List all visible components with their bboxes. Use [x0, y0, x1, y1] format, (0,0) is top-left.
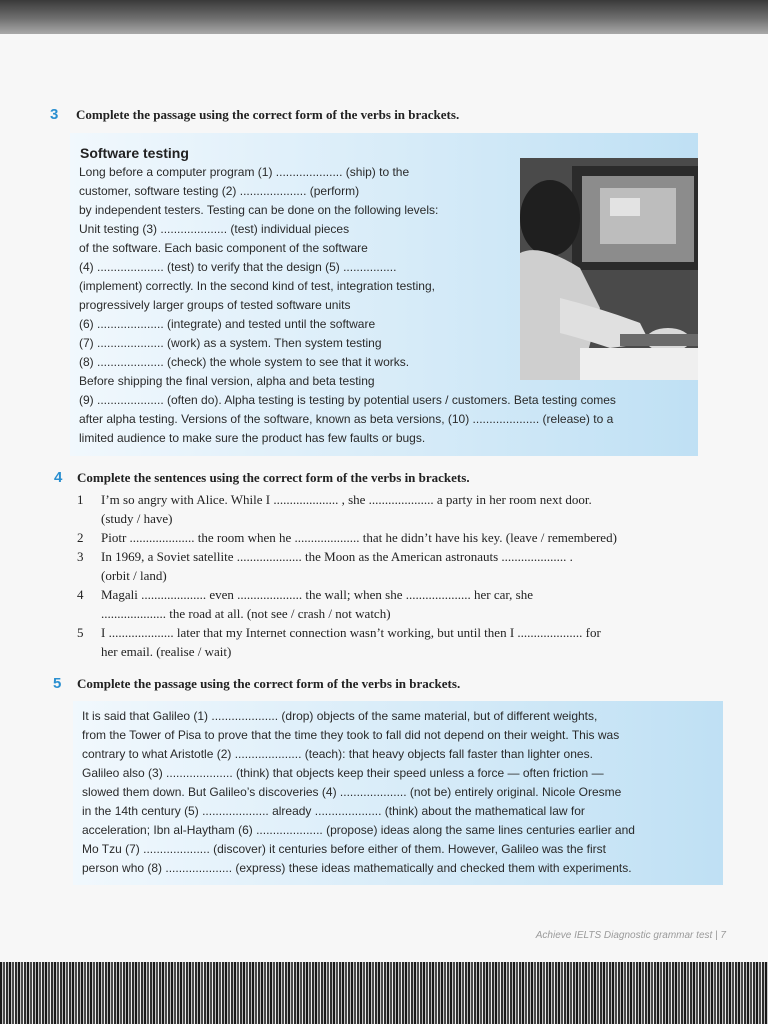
- passage-line: Mo Tzu (7) .................... (discover) it centuries before either of them. However, Galileo was the first: [82, 842, 606, 856]
- section-3-instruction: Complete the passage using the correct form of the verbs in brackets.: [76, 107, 460, 122]
- passage-title: Software testing: [80, 145, 189, 161]
- sentence-number: 1: [77, 492, 84, 507]
- passage-line: contrary to what Aristotle (2) .................... (teach): that heavy objects fall faster than lighter ones.: [82, 747, 593, 761]
- sentence-number: 4: [77, 587, 84, 602]
- passage-line: Before shipping the final version, alpha and beta testing: [79, 374, 375, 388]
- section-4-instruction: Complete the sentences using the correct form of the verbs in brackets.: [77, 470, 470, 485]
- sentence-number: 3: [77, 549, 84, 564]
- sentence-line: I’m so angry with Alice. While I .................... , she .................... a party in her room next door.: [101, 492, 592, 507]
- passage-line: Long before a computer program (1) .................... (ship) to the: [79, 165, 410, 179]
- sentence-line: her email. (realise / wait): [101, 644, 232, 659]
- passage-line: (implement) correctly. In the second kind of test, integration testing,: [79, 279, 435, 293]
- passage-line: acceleration; Ibn al-Haytham (6) .................... (propose) ideas along the same lines centuries earlier and: [82, 823, 635, 837]
- passage-line: slowed them down. But Galileo’s discoveries (4) .................... (not be) entirely original. Nicole Oresme: [82, 785, 622, 799]
- passage-line: (8) .................... (check) the whole system to see that it works.: [79, 355, 410, 369]
- passage-line: limited audience to make sure the product has few faults or bugs.: [79, 431, 426, 445]
- sentence-line: I .................... later that my Internet connection wasn’t working, but until then I .................... for: [101, 625, 601, 640]
- scan-top-edge: [0, 0, 768, 34]
- passage-line: from the Tower of Pisa to prove that the time they took to fall did not depend on their weight. This was: [82, 728, 620, 742]
- section-5-instruction: Complete the passage using the correct form of the verbs in brackets.: [77, 676, 461, 691]
- passage-line: It is said that Galileo (1) .................... (drop) objects of the same material, but of different weights,: [82, 709, 598, 723]
- sentence-line: In 1969, a Soviet satellite .................... the Moon as the American astronauts .................... .: [101, 549, 573, 564]
- passage-line: customer, software testing (2) .................... (perform): [79, 184, 360, 198]
- page-footer: Achieve IELTS Diagnostic grammar test | 7: [535, 930, 726, 941]
- passage-line: by independent testers. Testing can be done on the following levels:: [79, 203, 439, 217]
- sentence-number: 5: [77, 625, 84, 640]
- passage-line: in the 14th century (5) .................... already .................... (think) about the mathematical law for: [82, 804, 585, 818]
- passage-line: Galileo also (3) .................... (think) that objects keep their speed unless a force — often friction —: [82, 766, 604, 780]
- passage-line: Unit testing (3) .................... (test) individual pieces: [79, 222, 350, 236]
- section-4-number: 4: [54, 469, 63, 486]
- passage-line: progressively larger groups of tested software units: [79, 298, 351, 312]
- passage-line: after alpha testing. Versions of the software, known as beta versions, (10) .................... (release) to a: [79, 412, 614, 426]
- passage-line: (4) .................... (test) to verify that the design (5) ................: [79, 260, 397, 274]
- scan-bottom-edge: [0, 962, 768, 1024]
- sentence-line: .................... the road at all. (not see / crash / not watch): [101, 606, 391, 621]
- passage-line: (7) .................... (work) as a system. Then system testing: [79, 336, 382, 350]
- sentence-number: 2: [77, 530, 84, 545]
- passage-line: (9) .................... (often do). Alpha testing is testing by potential users / customers. Beta testing comes: [79, 393, 616, 407]
- sentence-line: Piotr .................... the room when he .................... that he didn’t have his key. (leave / remembered): [101, 530, 617, 545]
- sentence-line: (study / have): [101, 511, 173, 526]
- passage-line: (6) .................... (integrate) and tested until the software: [79, 317, 376, 331]
- sentence-line: (orbit / land): [101, 568, 167, 583]
- section-5-number: 5: [53, 675, 62, 692]
- computer-user-photo: [520, 158, 698, 380]
- section-3-number: 3: [50, 106, 59, 123]
- sentence-line: Magali .................... even .................... the wall; when she .................... her car, she: [101, 587, 534, 602]
- passage-line: of the software. Each basic component of the software: [79, 241, 368, 255]
- passage-line: person who (8) .................... (express) these ideas mathematically and checked them with experiments.: [82, 861, 632, 875]
